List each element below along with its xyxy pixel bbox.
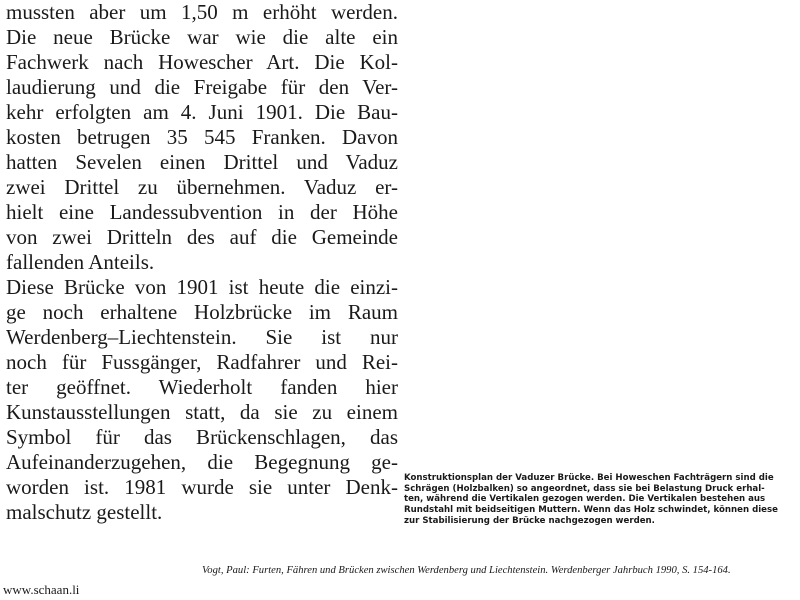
article-line: worden ist. 1981 wurde sie unter Denk- (6, 475, 398, 499)
caption-line: ten, während die Vertikalen gezogen werden. Die Vertikalen bestehen aus (404, 494, 766, 505)
article-line: Fachwerk nach Howescher Art. Die Kol- (6, 50, 398, 74)
figure-caption (404, 473, 796, 527)
article-line: kosten betrugen 35 545 Franken. Davon (6, 125, 398, 149)
article-line: laudierung und die Freigabe für den Ver- (6, 75, 398, 99)
article-line: Werdenberg–Liechtenstein. Sie ist nur (6, 325, 398, 349)
article-line: zwei Drittel zu übernehmen. Vaduz er- (6, 175, 398, 199)
article-body (6, 0, 398, 525)
caption-line: Konstruktionsplan der Vaduzer Brücke. Bei Howeschen Fachträgern sind die (404, 473, 774, 483)
article-line: hielt eine Landessubvention in der Höhe (6, 200, 398, 224)
article-line: ter geöffnet. Wiederholt fanden hier (6, 375, 398, 399)
article-line: hatten Sevelen einen Drittel und Vaduz (6, 150, 398, 174)
article-line: Kunstausstellungen statt, da sie zu einem (6, 400, 398, 424)
caption-line: Rundstahl mit beidseitigen Muttern. Wenn das Holz schwindet, können diese (404, 505, 778, 516)
site-url: www.schaan.li (3, 582, 80, 597)
article-line: kehr erfolgten am 4. Juni 1901. Die Bau- (6, 100, 398, 124)
article-line: noch für Fussgänger, Radfahrer und Rei- (6, 350, 398, 374)
article-line: von zwei Dritteln des auf die Gemeinde (6, 225, 398, 249)
caption-line: zur Stabilisierung der Brücke nachgezogen werden. (404, 515, 655, 526)
article-line: Symbol für das Brückenschlagen, das (6, 425, 398, 449)
article-line: fallenden Anteils. (6, 250, 155, 274)
article-line: malschutz gestellt. (6, 500, 163, 524)
source-citation: Vogt, Paul: Furten, Fähren und Brücken zwischen Werdenberg und Liechtenstein. Werdenberger Jahrbuch 1990, S. 154-164. (202, 565, 731, 576)
article-line: Aufeinanderzugehen, die Begegnung ge- (6, 450, 398, 474)
caption-line: Schrägen (Holzbalken) so angeordnet, dass sie bei Belastung Druck erhal- (404, 483, 765, 494)
article-line: ge noch erhaltene Holzbrücke im Raum (6, 300, 398, 324)
article-line: Die neue Brücke war wie die alte ein (6, 25, 398, 49)
article-line: Diese Brücke von 1901 ist heute die einzi- (6, 275, 398, 299)
article-line: mussten aber um 1,50 m erhöht werden. (6, 0, 398, 24)
